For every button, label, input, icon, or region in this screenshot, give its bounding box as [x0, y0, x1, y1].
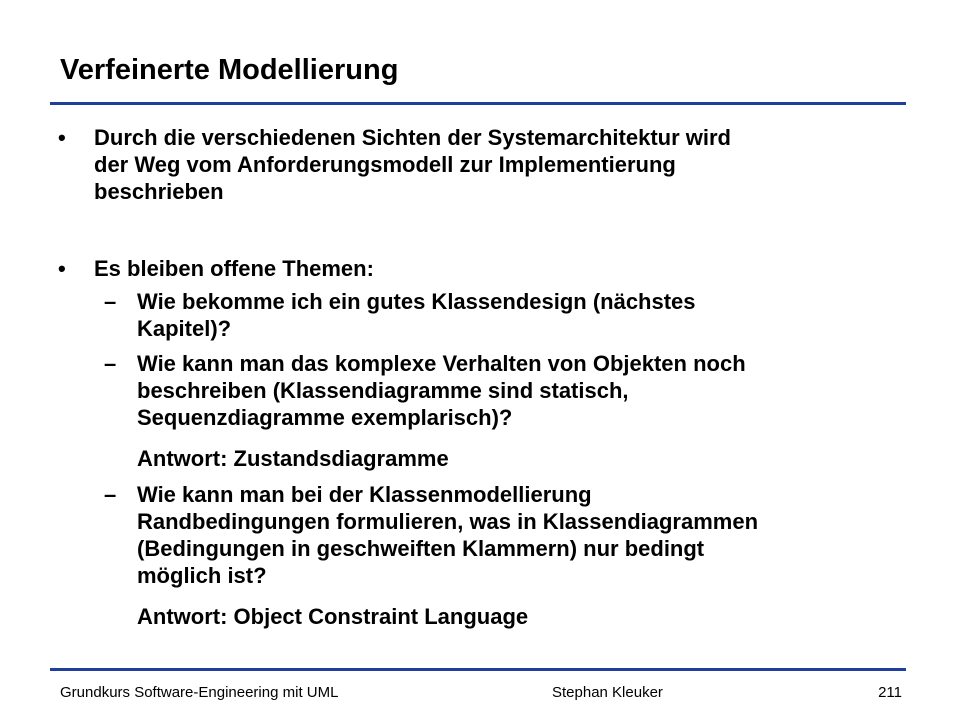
footer-course: Grundkurs Software-Engineering mit UML — [60, 684, 339, 701]
bullet-marker: • — [58, 125, 66, 150]
sub-bullet-text: Wie kann man das komplexe Verhalten von Objekten noch beschreiben (Klassendiagramme sind statisch, Sequenzdiagramme exemplarisch)? — [137, 351, 746, 430]
footer-author: Stephan Kleuker — [552, 684, 663, 701]
bullet-text: Es bleiben offene Themen: — [94, 256, 374, 281]
answer-text: Antwort: Zustandsdiagramme — [137, 446, 449, 471]
bullet-marker: • — [58, 256, 66, 281]
sub-bullet-marker: – — [104, 351, 117, 376]
bullet-item — [58, 124, 918, 205]
bullet-text: Durch die verschiedenen Sichten der Systemarchitektur wird der Weg vom Anforderungsmodell zur Implementierung beschrieben — [94, 125, 731, 204]
sub-bullet-marker: – — [104, 482, 117, 507]
sub-bullet-marker: – — [104, 289, 117, 314]
footer-page-number: 211 — [878, 684, 902, 701]
footer-divider — [50, 668, 906, 671]
sub-bullet-item — [104, 350, 918, 431]
answer-text: Antwort: Object Constraint Language — [137, 604, 529, 629]
sub-bullet-item — [104, 481, 918, 589]
sub-bullet-text: Wie kann man bei der Klassenmodellierung Randbedingungen formulieren, was in Klassendiagrammen (Bedingungen in geschweiften Klammern) nur bedingt möglich ist? — [137, 482, 759, 588]
bullet-item — [58, 255, 918, 282]
slide-title: Verfeinerte Modellierung — [60, 54, 399, 86]
sub-bullet-text: Wie bekomme ich ein gutes Klassendesign (nächstes Kapitel)? — [137, 289, 696, 341]
sub-bullet-item — [104, 288, 918, 342]
